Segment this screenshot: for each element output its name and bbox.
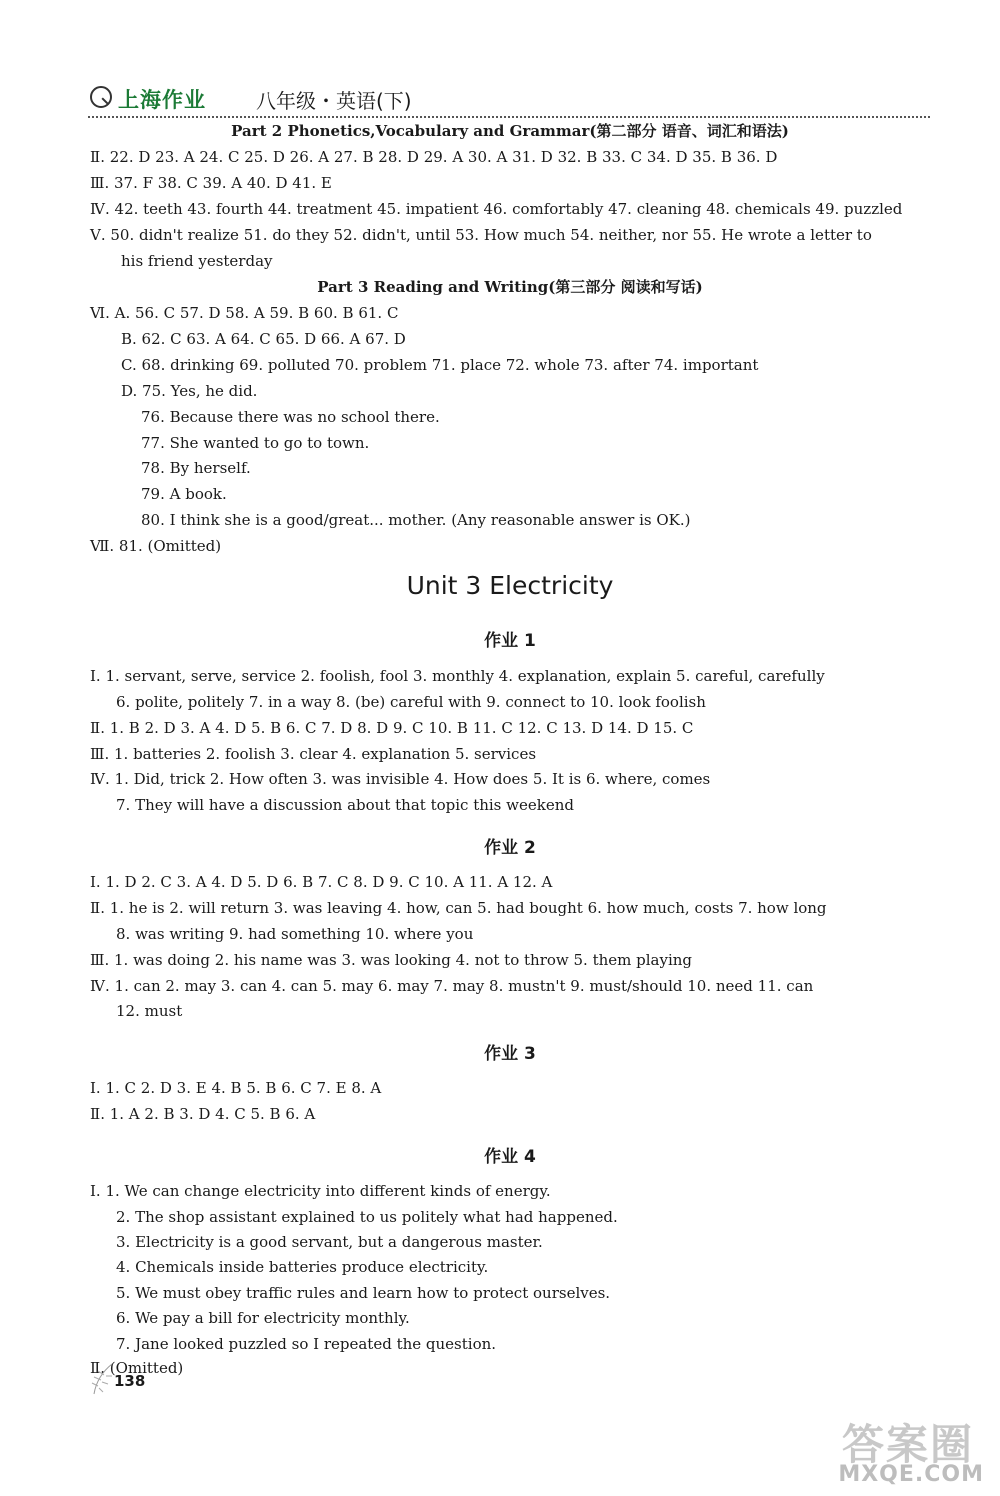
homework-3-title: 作业 3	[484, 1044, 536, 1064]
unit-title: Unit 3 Electricity	[406, 571, 614, 600]
answer-line: Ⅲ. 1. batteries 2. foolish 3. clear 4. explanation 5. services	[90, 745, 537, 763]
part2-title: Part 2 Phonetics,Vocabulary and Grammar(第二部分 语音、词汇和语法)	[231, 122, 789, 140]
watermark-url: MXQE.COM	[838, 1462, 984, 1487]
page-number: 138	[114, 1372, 146, 1390]
answer-line: 78. By herself.	[141, 459, 251, 477]
answer-line: 2. The shop assistant explained to us politely what had happened.	[116, 1208, 618, 1226]
homework-4-title: 作业 4	[484, 1147, 536, 1167]
answer-line: D. 75. Yes, he did.	[121, 382, 258, 400]
book-title: 上海作业	[118, 88, 206, 112]
answer-line: Ⅳ. 1. can 2. may 3. can 4. can 5. may 6. may 7. may 8. mustn't 9. must/should 10. need 11. can	[90, 977, 814, 995]
answer-line: 5. We must obey traffic rules and learn how to protect ourselves.	[116, 1284, 611, 1302]
answer-line: 8. was writing 9. had something 10. where you	[116, 925, 474, 943]
answer-line: B. 62. C 63. A 64. C 65. D 66. A 67. D	[121, 330, 406, 348]
watermark-logo	[788, 1412, 988, 1492]
answer-line: 77. She wanted to go to town.	[141, 434, 370, 452]
answer-line: 76. Because there was no school there.	[141, 408, 440, 426]
answer-line: his friend yesterday	[121, 252, 273, 270]
answer-line: Ⅱ. 22. D 23. A 24. C 25. D 26. A 27. B 28. D 29. A 30. A 31. D 32. B 33. C 34. D 35. B 36. D	[90, 148, 778, 166]
book-subtitle: 八年级・英语(下)	[256, 89, 412, 113]
answer-line: Ⅰ. 1. C 2. D 3. E 4. B 5. B 6. C 7. E 8. A	[90, 1079, 382, 1097]
leaf-ornament-icon	[90, 1360, 114, 1396]
answer-line: C. 68. drinking 69. polluted 70. problem 71. place 72. whole 73. after 74. important	[121, 356, 759, 374]
answer-line: 7. They will have a discussion about that topic this weekend	[116, 796, 574, 814]
page-header	[88, 82, 930, 118]
answer-line: 4. Chemicals inside batteries produce electricity.	[116, 1258, 489, 1276]
answer-line: Ⅵ. A. 56. C 57. D 58. A 59. B 60. B 61. C	[90, 304, 399, 322]
answer-line: Ⅳ. 1. Did, trick 2. How often 3. was invisible 4. How does 5. It is 6. where, comes	[90, 770, 711, 788]
answer-line: 7. Jane looked puzzled so I repeated the question.	[116, 1335, 497, 1353]
answer-line: Ⅳ. 42. teeth 43. fourth 44. treatment 45. impatient 46. comfortably 47. cleaning 48. chemicals 49. puzzled	[90, 200, 903, 218]
answer-line: Ⅱ. 1. A 2. B 3. D 4. C 5. B 6. A	[90, 1105, 316, 1123]
answer-line: Ⅱ. 1. B 2. D 3. A 4. D 5. B 6. C 7. D 8. D 9. C 10. B 11. C 12. C 13. D 14. D 15. C	[90, 719, 694, 737]
answer-line: Ⅱ. (Omitted)	[90, 1359, 184, 1377]
homework-2-title: 作业 2	[484, 838, 536, 858]
answer-line: Ⅲ. 37. F 38. C 39. A 40. D 41. E	[90, 174, 332, 192]
magnifier-icon	[90, 86, 112, 108]
homework-1-title: 作业 1	[484, 631, 536, 651]
answer-line: 6. We pay a bill for electricity monthly.	[116, 1309, 410, 1327]
watermark-text: 答案圈	[841, 1420, 974, 1469]
answer-line: 79. A book.	[141, 485, 227, 503]
answer-line: 80. I think she is a good/great... mother. (Any reasonable answer is OK.)	[141, 511, 691, 529]
answer-line: Ⅴ. 50. didn't realize 51. do they 52. didn't, until 53. How much 54. neither, nor 55. He wrote a letter to	[90, 226, 872, 244]
answer-line: 12. must	[116, 1002, 183, 1020]
answer-line: Ⅰ. 1. We can change electricity into different kinds of energy.	[90, 1182, 551, 1200]
answer-line: 3. Electricity is a good servant, but a dangerous master.	[116, 1233, 543, 1251]
answer-line: 6. polite, politely 7. in a way 8. (be) careful with 9. connect to 10. look foolish	[116, 693, 706, 711]
answer-line: Ⅱ. 1. he is 2. will return 3. was leaving 4. how, can 5. had bought 6. how much, costs 7. how long	[90, 899, 827, 917]
answer-line: Ⅰ. 1. servant, serve, service 2. foolish, fool 3. monthly 4. explanation, explain 5. careful, carefully	[90, 667, 825, 685]
answer-line: Ⅶ. 81. (Omitted)	[90, 537, 222, 555]
part3-title: Part 3 Reading and Writing(第三部分 阅读和写话)	[317, 278, 703, 296]
answer-line: Ⅲ. 1. was doing 2. his name was 3. was looking 4. not to throw 5. them playing	[90, 951, 693, 969]
answer-line: Ⅰ. 1. D 2. C 3. A 4. D 5. D 6. B 7. C 8. D 9. C 10. A 11. A 12. A	[90, 873, 553, 891]
